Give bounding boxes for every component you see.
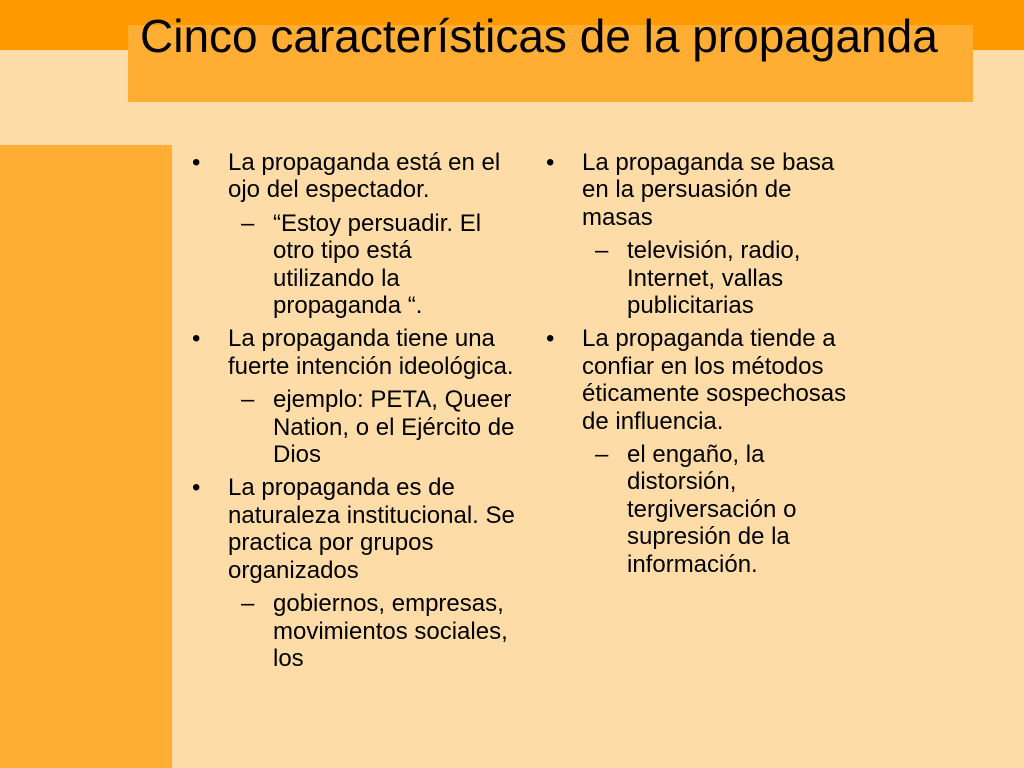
sub-bullet-list	[228, 590, 516, 672]
sub-bullet-item	[228, 210, 516, 320]
bullet-marker: •	[192, 325, 201, 353]
bullet-text: La propaganda tiende a confiar en los métodos éticamente sospechosas de influencia.	[582, 325, 847, 435]
sub-bullet-text: ejemplo: PETA, Queer Nation, o el Ejército de Dios	[273, 386, 515, 469]
sub-bullet-text: “Estoy persuadir. El otro tipo está utilizando la propaganda “.	[273, 209, 482, 320]
bullet-text: La propaganda tiene una fuerte intención ideológica.	[228, 325, 514, 380]
sub-bullet-marker: –	[241, 386, 255, 414]
sub-bullet-marker: –	[595, 441, 609, 469]
sub-bullet-marker: –	[595, 237, 609, 265]
sub-bullet-list	[228, 210, 516, 320]
sub-bullet-text: gobiernos, empresas, movimientos sociales, los	[273, 590, 508, 672]
sub-bullet-list	[582, 237, 850, 319]
sub-bullet-list	[228, 386, 516, 468]
bullet-marker: •	[546, 325, 555, 353]
bullet-item	[186, 149, 516, 319]
bullet-item	[186, 325, 516, 468]
bullet-item	[186, 474, 516, 672]
sub-bullet-marker: –	[241, 590, 255, 618]
bullet-item	[540, 149, 850, 319]
sub-bullet-item	[228, 386, 516, 468]
sub-bullet-item	[228, 590, 516, 672]
left-accent-bar	[0, 145, 172, 768]
sub-bullet-text: televisión, radio, Internet, vallas publicitarias	[627, 237, 801, 320]
slide-title: Cinco características de la propaganda	[140, 10, 938, 62]
bullet-marker: •	[546, 149, 555, 176]
bullet-marker: •	[192, 474, 201, 502]
bullet-text: La propaganda es de naturaleza institucional. Se practica por grupos organizados	[228, 474, 515, 584]
sub-bullet-item	[582, 237, 850, 319]
right-bullet-column	[540, 149, 850, 584]
bullet-text: La propaganda está en el ojo del espectador.	[228, 149, 501, 204]
bullet-marker: •	[192, 149, 201, 176]
bullet-item	[540, 325, 850, 578]
left-bullet-column	[186, 149, 516, 678]
bullet-text: La propaganda se basa en la persuasión de masas	[582, 149, 835, 231]
sub-bullet-text: el engaño, la distorsión, tergiversación o supresión de la información.	[627, 441, 797, 578]
sub-bullet-marker: –	[241, 209, 255, 237]
sub-bullet-item	[582, 441, 850, 578]
sub-bullet-list	[582, 441, 850, 578]
